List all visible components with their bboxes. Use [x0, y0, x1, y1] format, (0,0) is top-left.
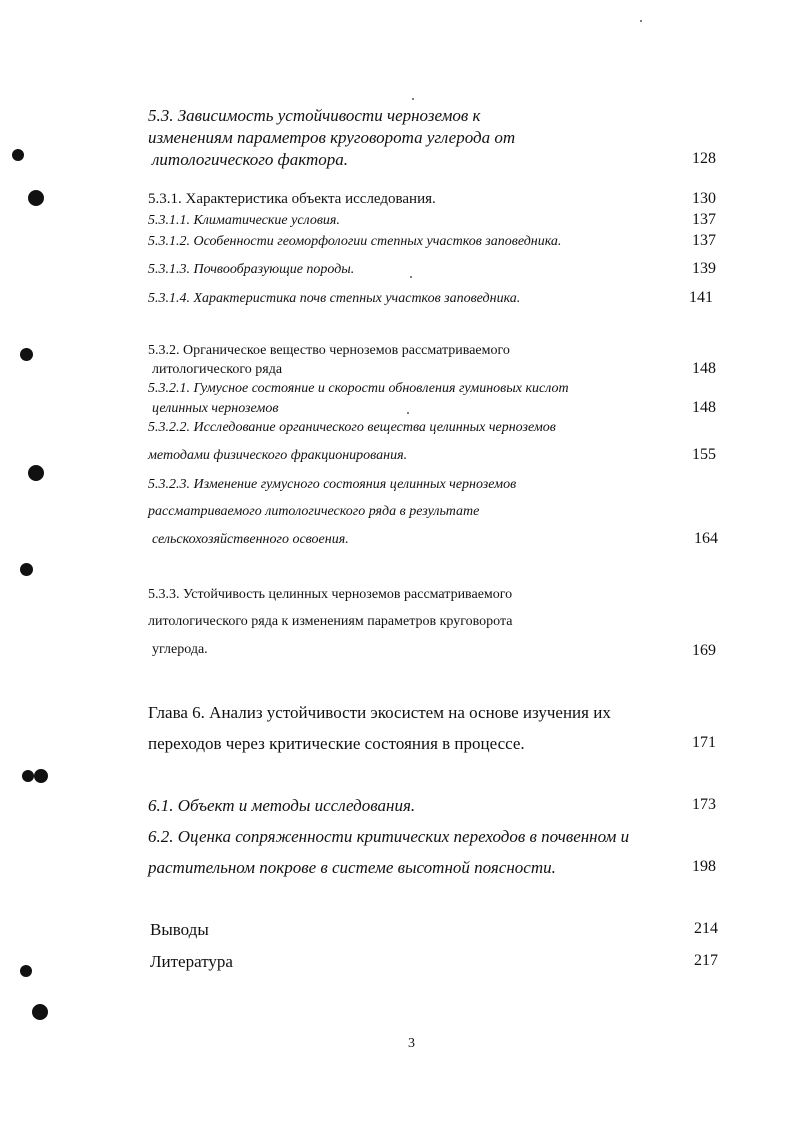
toc-entry-literature-page: 217 [694, 952, 718, 969]
toc-entry-ch6-line-1: Глава 6. Анализ устойчивости экосистем на основе изучения их [148, 703, 611, 722]
toc-entry-5-3-page: 128 [692, 150, 716, 167]
scan-speck [407, 412, 409, 414]
toc-entry-5-3-line-1: 5.3. Зависимость устойчивости черноземов к [148, 106, 481, 125]
toc-entry-5-3-1-4: 5.3.1.4. Характеристика почв степных участков заповедника. [148, 291, 521, 306]
toc-entry-5-3-2-1-line-2: целинных черноземов [152, 401, 279, 416]
toc-entry-5-3-2-line-1: 5.3.2. Органическое вещество черноземов рассматриваемого [148, 343, 510, 358]
toc-entry-5-3-3-line-3: углерода. [152, 642, 208, 657]
toc-entry-6-1-page: 173 [692, 796, 716, 813]
toc-entry-5-3-2-3-line-2: рассматриваемого литологического ряда в результате [148, 504, 480, 519]
toc-entry-5-3-2-2-line-1: 5.3.2.2. Исследование органического вещества целинных черноземов [148, 420, 556, 435]
binder-hole [22, 770, 34, 782]
toc-entry-5-3-1-1: 5.3.1.1. Климатические условия. [148, 213, 340, 228]
toc-entry-5-3-2-3-page: 164 [694, 530, 718, 547]
toc-entry-5-3-1-2-page: 137 [692, 232, 716, 249]
toc-entry-5-3-2-3-line-1: 5.3.2.3. Изменение гумусного состояния целинных черноземов [148, 477, 517, 492]
toc-entry-ch6-page: 171 [692, 734, 716, 751]
toc-entry-5-3-3-page: 169 [692, 642, 716, 659]
toc-entry-ch6-line-2: переходов через критические состояния в процессе. [148, 734, 525, 753]
toc-entry-5-3-2-line-2: литологического ряда [152, 362, 283, 377]
scan-speck [640, 20, 642, 22]
toc-entry-5-3-1-3-page: 139 [692, 260, 716, 277]
toc-entry-5-3-line-3: литологического фактора. [152, 150, 349, 169]
binder-hole [34, 769, 48, 783]
toc-entry-5-3-1-3: 5.3.1.3. Почвообразующие породы. [148, 262, 355, 277]
toc-entry-5-3-2-2-line-2: методами физического фракционирования. [148, 448, 408, 463]
toc-entry-5-3-line-2: изменениям параметров круговорота углерода от [148, 128, 516, 147]
toc-entry-6-2-page: 198 [692, 858, 716, 875]
binder-hole [32, 1004, 48, 1020]
toc-entry-5-3-2-1-page: 148 [692, 399, 716, 416]
toc-entry-5-3-1-4-page: 141 [689, 289, 713, 306]
toc-entry-conclusions: Выводы [150, 920, 209, 939]
toc-entry-5-3-2-page: 148 [692, 360, 716, 377]
toc-entry-5-3-1-2: 5.3.1.2. Особенности геоморфологии степных участков заповедника. [148, 234, 562, 249]
toc-entry-5-3-1-1-page: 137 [692, 211, 716, 228]
toc-entry-5-3-1-page: 130 [692, 190, 716, 207]
binder-hole [20, 348, 33, 361]
toc-entry-6-2-line-2: растительном покрове в системе высотной поясности. [148, 858, 556, 877]
toc-entry-literature: Литература [150, 952, 233, 971]
toc-entry-5-3-2-2-page: 155 [692, 446, 716, 463]
binder-hole [28, 190, 44, 206]
toc-entry-6-2-line-1: 6.2. Оценка сопряженности критических переходов в почвенном и [148, 827, 630, 846]
page-number: 3 [408, 1036, 415, 1051]
toc-entry-5-3-3-line-1: 5.3.3. Устойчивость целинных черноземов рассматриваемого [148, 587, 513, 602]
scan-speck [412, 98, 414, 100]
binder-hole [12, 149, 24, 161]
binder-hole [28, 465, 44, 481]
toc-entry-5-3-2-1-line-1: 5.3.2.1. Гумусное состояние и скорости обновления гуминовых кислот [148, 381, 569, 396]
binder-hole [20, 965, 32, 977]
toc-entry-5-3-3-line-2: литологического ряда к изменениям параметров круговорота [148, 614, 513, 629]
toc-entry-6-1: 6.1. Объект и методы исследования. [148, 796, 416, 815]
binder-hole [20, 563, 33, 576]
toc-entry-5-3-1: 5.3.1. Характеристика объекта исследования. [148, 191, 436, 207]
toc-entry-conclusions-page: 214 [694, 920, 718, 937]
scan-speck [410, 276, 412, 278]
toc-entry-5-3-2-3-line-3: сельскохозяйственного освоения. [152, 532, 349, 547]
